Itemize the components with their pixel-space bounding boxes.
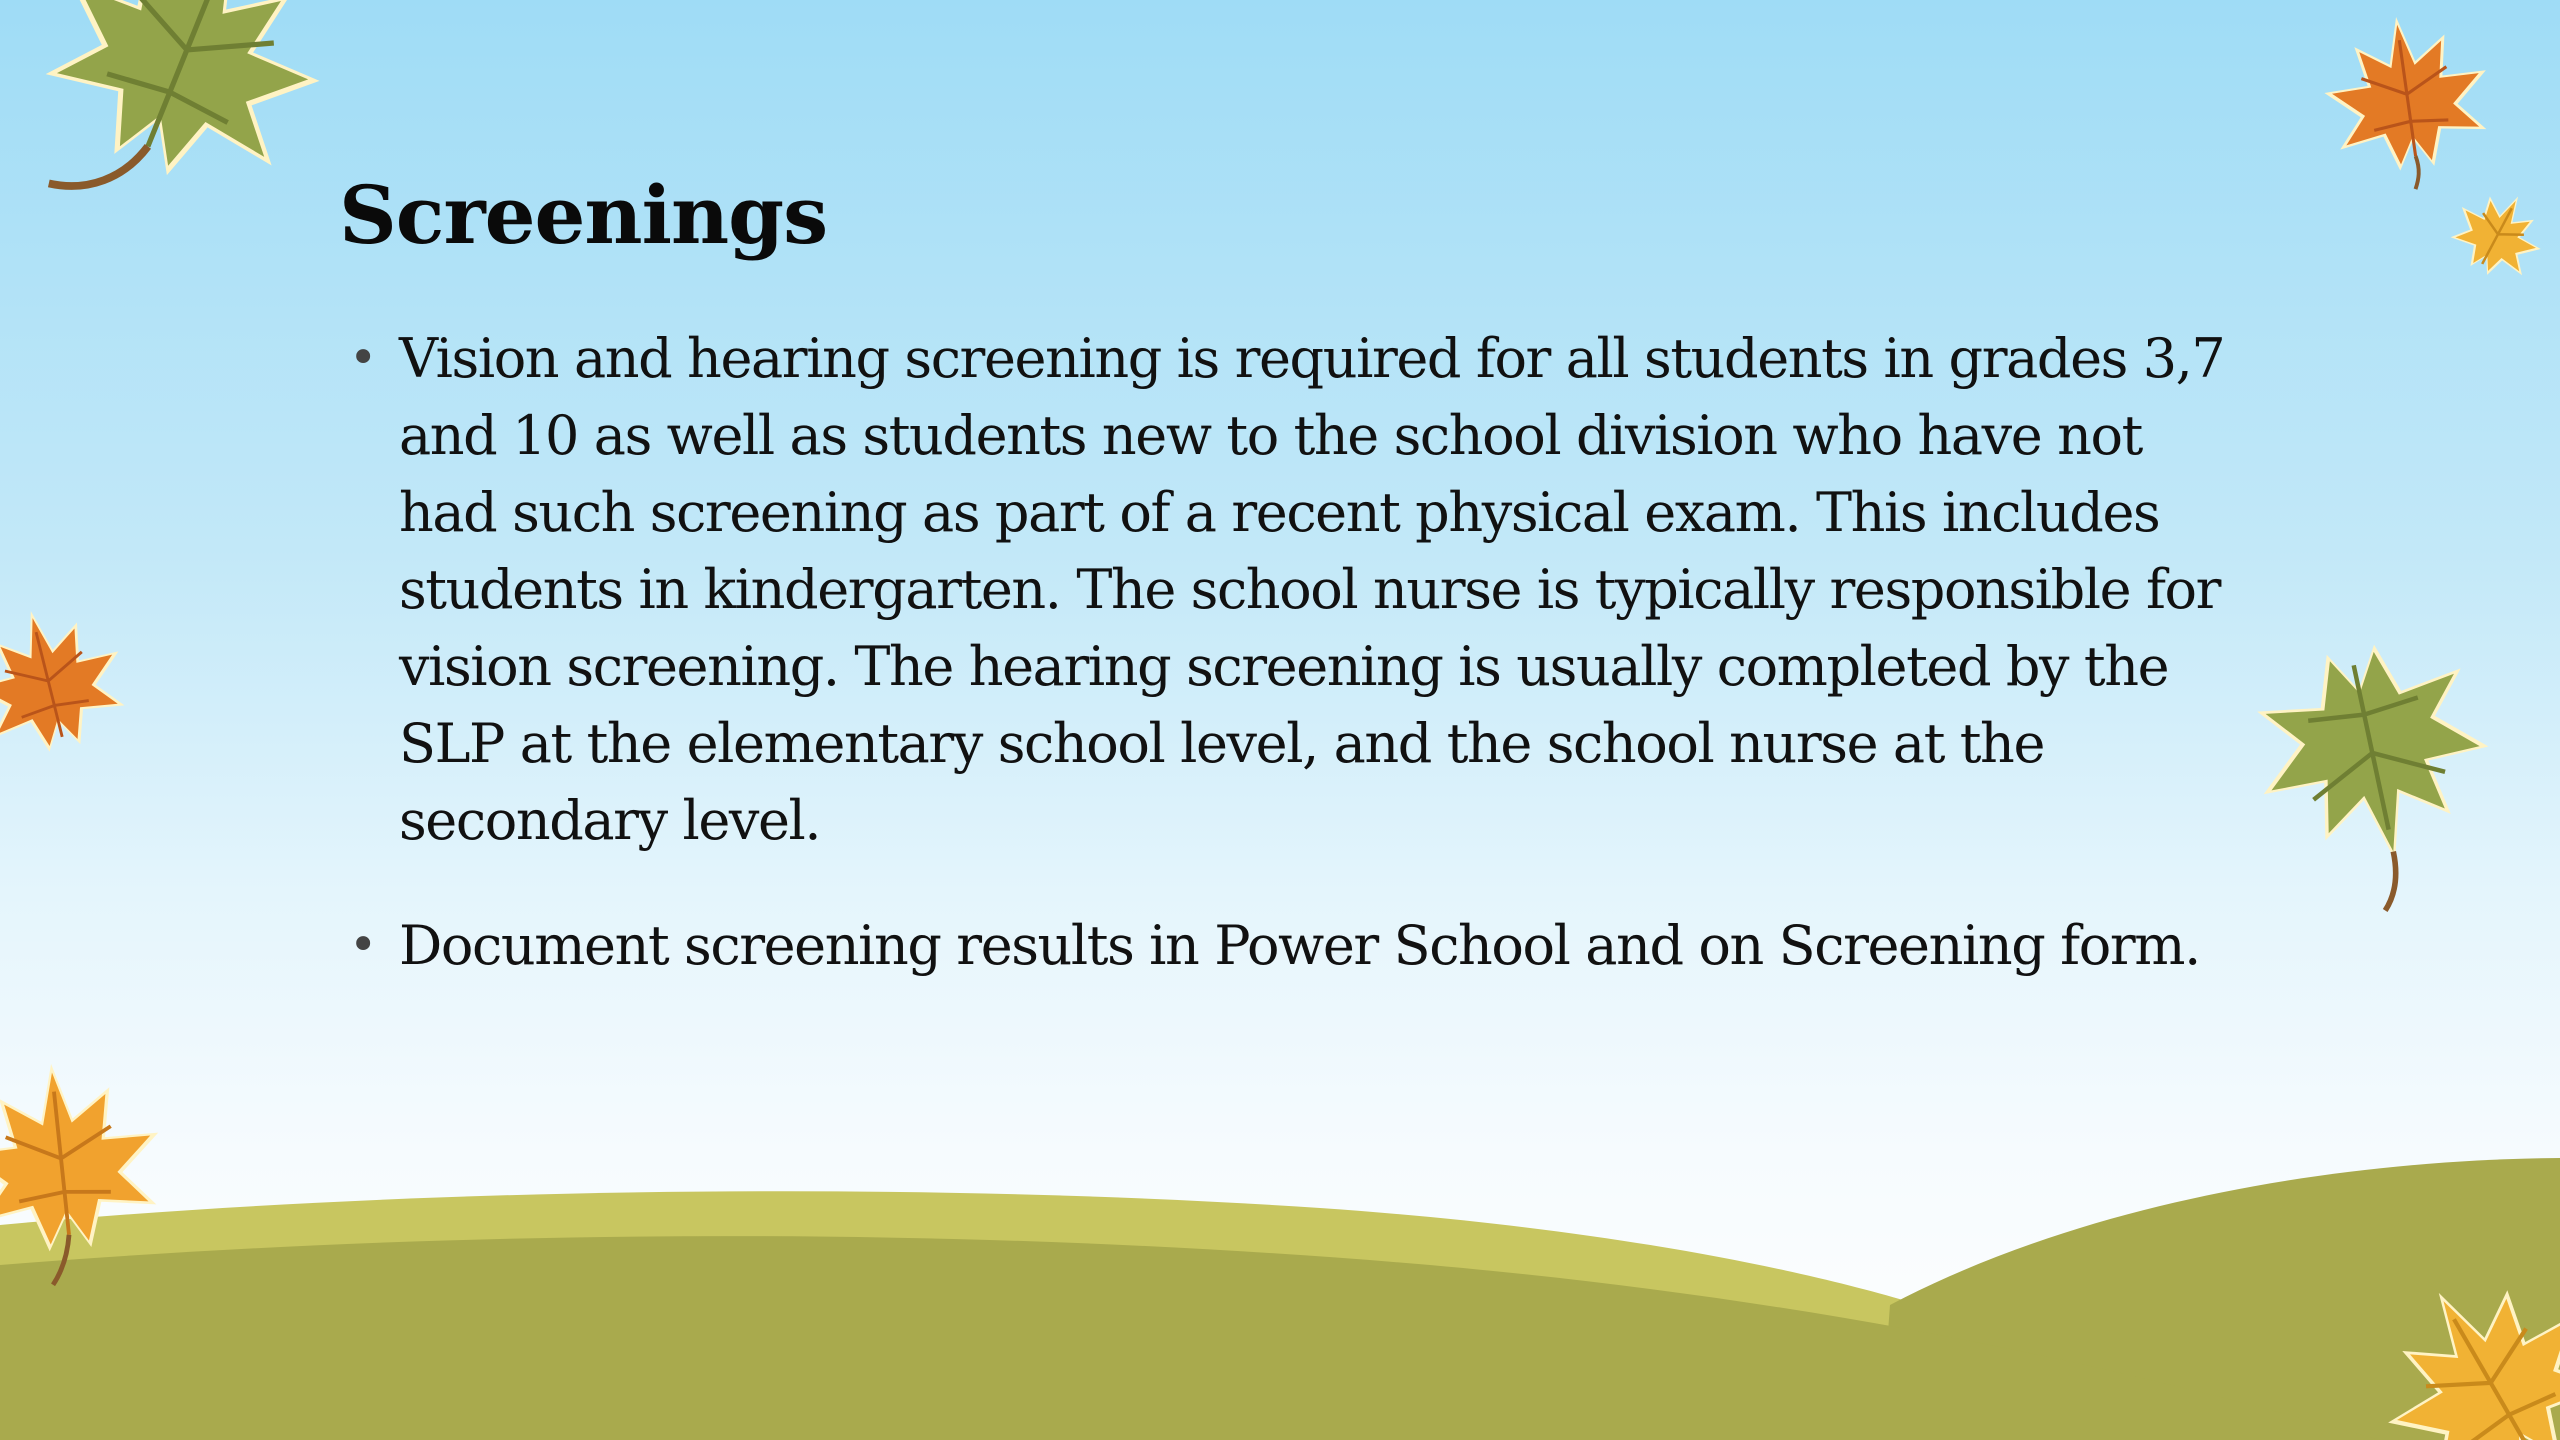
bullet-marker: • xyxy=(349,330,378,386)
leaf-icon xyxy=(2238,626,2517,930)
bullet-item xyxy=(339,320,2239,859)
leaf-icon xyxy=(0,0,360,263)
leaf-icon xyxy=(2439,175,2557,291)
bullet-item xyxy=(339,907,2239,984)
leaf-icon xyxy=(2315,6,2501,200)
hills xyxy=(0,1158,2560,1440)
bullet-marker: • xyxy=(349,917,378,973)
bullet-text: Vision and hearing screening is required for all students in grades 3,7 and 10 as well as students new to the school division who have not had such screening as part of a recent physical exam. This includes students in kindergarten. The school nurse is typically responsible for vision screening. The hearing screening is usually completed by the SLP at the elementary school level, and the school nurse at the secondary level. xyxy=(399,327,2225,852)
slide-title: Screenings xyxy=(339,168,828,262)
leaf-icon xyxy=(0,593,138,766)
bullet-text: Document screening results in Power School and on Screening form. xyxy=(399,914,2200,977)
bullet-list xyxy=(339,320,2239,1032)
